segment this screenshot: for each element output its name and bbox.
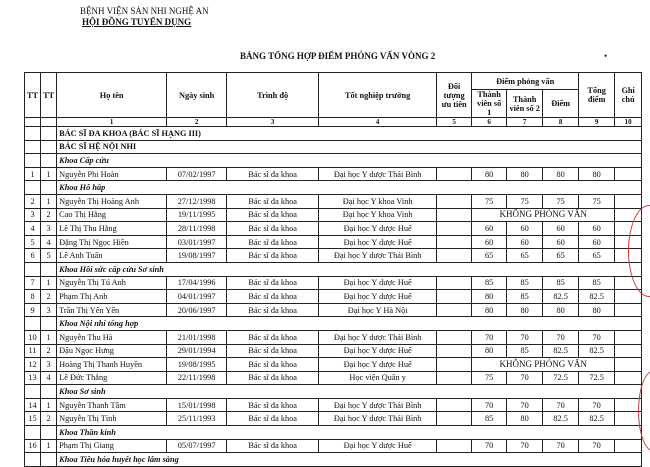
department-label: Khoa Cấp cứu <box>57 154 642 168</box>
row-sub-index: 2 <box>41 344 57 358</box>
organization-name: BỆNH VIỆN SẢN NHI NGHỆ AN <box>80 6 209 16</box>
member-1-score: 80 <box>472 167 507 181</box>
empty-cell <box>25 453 41 467</box>
member-1-score: 80 <box>472 303 507 317</box>
empty-cell <box>41 385 57 399</box>
empty-cell <box>25 426 41 440</box>
candidate-name: Nguyễn Thu Hà <box>57 330 167 344</box>
interview-score: 85 <box>543 276 579 290</box>
member-1-score: 70 <box>472 398 507 412</box>
qualification: Bác sĩ đa khoa <box>227 290 319 304</box>
qualification: Bác sĩ đa khoa <box>227 303 319 317</box>
qualification: Bác sĩ đa khoa <box>227 344 319 358</box>
interview-score: 72.5 <box>543 371 579 385</box>
graduated-school: Đại học Y dược Huế <box>319 235 437 249</box>
page-mark: • <box>604 51 608 61</box>
interview-score: 80 <box>543 167 579 181</box>
interview-score: 70 <box>543 398 579 412</box>
qualification: Bác sĩ đa khoa <box>227 167 319 181</box>
department-row <box>25 426 642 440</box>
priority-cell <box>437 303 472 317</box>
qualification: Bác sĩ đa khoa <box>227 412 319 426</box>
table-row <box>25 290 642 304</box>
note-cell <box>615 167 642 181</box>
member-1-score: 85 <box>472 412 507 426</box>
total-score: 70 <box>579 330 615 344</box>
column-number-row <box>25 118 642 127</box>
qualification: Bác sĩ đa khoa <box>227 276 319 290</box>
col-score: Điểm <box>543 90 579 118</box>
total-score: 70 <box>579 398 615 412</box>
table-row <box>25 208 642 222</box>
candidate-name: Nguyễn Thị Tú Anh <box>57 276 167 290</box>
priority-cell <box>437 344 472 358</box>
graduated-school: Đại học Y khoa Vinh <box>319 208 437 222</box>
graduated-school: Đại học Y dược Thái Bình <box>319 330 437 344</box>
score-table <box>24 72 642 467</box>
row-sub-index: 1 <box>41 194 57 208</box>
candidate-name: Nguyễn Thanh Tâm <box>57 398 167 412</box>
row-index: 16 <box>25 439 41 453</box>
group-row <box>25 127 642 141</box>
birth-date: 29/01/1994 <box>167 344 227 358</box>
birth-date: 27/12/1998 <box>167 194 227 208</box>
candidate-name: Lê Anh Tuấn <box>57 249 167 263</box>
row-sub-index: 2 <box>41 412 57 426</box>
absent-note: KHÔNG PHỎNG VẤN <box>472 208 615 222</box>
row-index: 11 <box>25 344 41 358</box>
priority-cell <box>437 194 472 208</box>
graduated-school: Đại học Y dược Huế <box>319 276 437 290</box>
department-label: Khoa Nội nhi tổng hợp <box>57 317 642 331</box>
department-row <box>25 453 642 467</box>
row-sub-index: 1 <box>41 439 57 453</box>
column-number: 1 <box>57 118 167 127</box>
graduated-school: Học viện Quân y <box>319 371 437 385</box>
member-1-score: 75 <box>472 371 507 385</box>
empty-cell <box>41 453 57 467</box>
graduated-school: Đại học Y dược Huế <box>319 439 437 453</box>
birth-date: 20/06/1997 <box>167 303 227 317</box>
table-row <box>25 398 642 412</box>
row-index: 1 <box>25 167 41 181</box>
priority-cell <box>437 276 472 290</box>
birth-date: 21/01/1998 <box>167 330 227 344</box>
group-label: BÁC SĨ HỆ NỘI NHI <box>57 140 642 154</box>
department-row <box>25 181 642 195</box>
candidate-name: Trần Thị Yến Yến <box>57 303 167 317</box>
graduated-school: Đại học Y khoa Vinh <box>319 194 437 208</box>
col-member-1: Thành viên số 1 <box>472 90 507 118</box>
table-row <box>25 439 642 453</box>
priority-cell <box>437 330 472 344</box>
member-2-score: 85 <box>507 290 543 304</box>
row-index: 13 <box>25 371 41 385</box>
qualification: Bác sĩ đa khoa <box>227 208 319 222</box>
member-1-score: 75 <box>472 194 507 208</box>
department-label: Khoa Sơ sinh <box>57 385 642 399</box>
candidate-name: Nguyễn Thị Hoàng Anh <box>57 194 167 208</box>
department-label: Khoa Thần kinh <box>57 426 642 440</box>
birth-date: 22/11/1998 <box>167 371 227 385</box>
row-index: 4 <box>25 222 41 236</box>
row-sub-index: 4 <box>41 235 57 249</box>
birth-date: 07/02/1997 <box>167 167 227 181</box>
qualification: Bác sĩ đa khoa <box>227 398 319 412</box>
table-row <box>25 167 642 181</box>
table-row <box>25 194 642 208</box>
member-2-score: 75 <box>507 194 543 208</box>
priority-cell <box>437 439 472 453</box>
member-2-score: 70 <box>507 330 543 344</box>
column-number: 2 <box>167 118 227 127</box>
total-score: 82.5 <box>579 412 615 426</box>
row-sub-index: 1 <box>41 276 57 290</box>
group-row <box>25 140 642 154</box>
birth-date: 28/11/1998 <box>167 222 227 236</box>
row-index: 14 <box>25 398 41 412</box>
absent-note: KHÔNG PHỎNG VẤN <box>472 358 615 372</box>
interview-score: 82.5 <box>543 290 579 304</box>
row-index: 7 <box>25 276 41 290</box>
member-2-score: 70 <box>507 371 543 385</box>
priority-cell <box>437 398 472 412</box>
member-1-score: 60 <box>472 222 507 236</box>
note-cell <box>615 194 642 208</box>
col-dob: Ngày sinh <box>167 73 227 118</box>
birth-date: 05/07/1997 <box>167 439 227 453</box>
department-label: Khoa Hồi sức cấp cứu Sơ sinh <box>57 262 642 276</box>
group-label: BÁC SĨ ĐA KHOA (BÁC SĨ HẠNG III) <box>57 127 642 141</box>
member-2-score: 60 <box>507 235 543 249</box>
priority-cell <box>437 222 472 236</box>
interview-score: 70 <box>543 330 579 344</box>
graduated-school: Đại học Y dược Thái Bình <box>319 412 437 426</box>
col-name: Họ tên <box>57 73 167 118</box>
table-row <box>25 222 642 236</box>
empty-cell <box>25 262 41 276</box>
total-score: 80 <box>579 303 615 317</box>
graduated-school: Đại học Y dược Huế <box>319 290 437 304</box>
priority-cell <box>437 358 472 372</box>
qualification: Bác sĩ đa khoa <box>227 439 319 453</box>
candidate-name: Cao Thị Hằng <box>57 208 167 222</box>
empty-cell <box>41 140 57 154</box>
note-cell <box>615 439 642 453</box>
note-cell <box>615 344 642 358</box>
graduated-school: Đại học Y dược Huế <box>319 344 437 358</box>
qualification: Bác sĩ đa khoa <box>227 194 319 208</box>
member-2-score: 80 <box>507 303 543 317</box>
graduated-school: Đại học Y dược Thái Bình <box>319 398 437 412</box>
candidate-name: Lê Thị Thu Hằng <box>57 222 167 236</box>
document-title: BẢNG TỔNG HỢP ĐIỂM PHỎNG VẤN VÒNG 2 <box>240 51 436 61</box>
table-row <box>25 371 642 385</box>
total-score: 82.5 <box>579 344 615 358</box>
graduated-school: Đại học Y dược Huế <box>319 358 437 372</box>
total-score: 70 <box>579 439 615 453</box>
row-sub-index: 5 <box>41 249 57 263</box>
column-number: 7 <box>507 118 543 127</box>
interview-score: 70 <box>543 439 579 453</box>
member-2-score: 85 <box>507 344 543 358</box>
table-row <box>25 358 642 372</box>
birth-date: 15/01/1998 <box>167 398 227 412</box>
note-cell <box>615 330 642 344</box>
col-total: Tổng điểm <box>579 73 615 118</box>
note-cell <box>615 371 642 385</box>
department-row <box>25 154 642 168</box>
total-score: 60 <box>579 235 615 249</box>
empty-cell <box>41 154 57 168</box>
column-number: 3 <box>227 118 319 127</box>
total-score: 65 <box>579 249 615 263</box>
birth-date: 17/04/1996 <box>167 276 227 290</box>
candidate-name: Đặng Thị Ngọc Hiền <box>57 235 167 249</box>
row-index: 15 <box>25 412 41 426</box>
row-index: 10 <box>25 330 41 344</box>
candidate-name: Nguyễn Phi Hoàn <box>57 167 167 181</box>
interview-score: 80 <box>543 303 579 317</box>
qualification: Bác sĩ đa khoa <box>227 249 319 263</box>
note-cell <box>615 290 642 304</box>
col-tt-sub: TT <box>41 73 57 118</box>
birth-date: 19/11/1995 <box>167 208 227 222</box>
qualification: Bác sĩ đa khoa <box>227 330 319 344</box>
member-1-score: 85 <box>472 276 507 290</box>
priority-cell <box>437 371 472 385</box>
graduated-school: Đại học Y dược Huế <box>319 222 437 236</box>
candidate-name: Nguyễn Thị Tình <box>57 412 167 426</box>
qualification: Bác sĩ đa khoa <box>227 358 319 372</box>
row-sub-index: 3 <box>41 303 57 317</box>
interview-score: 60 <box>543 235 579 249</box>
total-score: 85 <box>579 276 615 290</box>
note-cell <box>615 303 642 317</box>
member-2-score: 80 <box>507 412 543 426</box>
row-index: 2 <box>25 194 41 208</box>
note-cell <box>615 358 642 372</box>
member-1-score: 80 <box>472 344 507 358</box>
row-index: 8 <box>25 290 41 304</box>
row-index: 9 <box>25 303 41 317</box>
member-2-score: 70 <box>507 439 543 453</box>
column-number: 8 <box>543 118 579 127</box>
column-number: 9 <box>579 118 615 127</box>
table-row <box>25 412 642 426</box>
member-1-score: 60 <box>472 235 507 249</box>
priority-cell <box>437 208 472 222</box>
row-sub-index: 2 <box>41 290 57 304</box>
interview-score: 82.5 <box>543 412 579 426</box>
row-index: 6 <box>25 249 41 263</box>
birth-date: 19/08/1995 <box>167 358 227 372</box>
empty-cell <box>25 127 41 141</box>
birth-date: 04/01/1997 <box>167 290 227 304</box>
birth-date: 03/01/1997 <box>167 235 227 249</box>
col-priority: Đối tượng ưu tiên <box>437 73 472 118</box>
member-1-score: 65 <box>472 249 507 263</box>
member-2-score: 70 <box>507 398 543 412</box>
col-interview: Điểm phỏng vấn <box>472 73 579 90</box>
candidate-name: Phạm Thị Giang <box>57 439 167 453</box>
member-2-score: 65 <box>507 249 543 263</box>
row-sub-index: 1 <box>41 167 57 181</box>
interview-score: 60 <box>543 222 579 236</box>
total-score: 75 <box>579 194 615 208</box>
interview-score: 82.5 <box>543 344 579 358</box>
column-number: 6 <box>472 118 507 127</box>
candidate-name: Phạm Thị Anh <box>57 290 167 304</box>
graduated-school: Đại học Y dược Thái Bình <box>319 249 437 263</box>
graduated-school: Đại học Y Hà Nội <box>319 303 437 317</box>
row-sub-index: 3 <box>41 358 57 372</box>
department-row <box>25 262 642 276</box>
candidate-name: Hoàng Thị Thanh Huyền <box>57 358 167 372</box>
col-level: Trình độ <box>227 73 319 118</box>
candidate-name: Đậu Ngọc Hưng <box>57 344 167 358</box>
row-sub-index: 4 <box>41 371 57 385</box>
department-row <box>25 385 642 399</box>
member-2-score: 80 <box>507 167 543 181</box>
empty-cell <box>25 154 41 168</box>
column-number: 10 <box>615 118 642 127</box>
qualification: Bác sĩ đa khoa <box>227 222 319 236</box>
row-sub-index: 1 <box>41 330 57 344</box>
table-row <box>25 249 642 263</box>
empty-cell <box>41 181 57 195</box>
department-label: Khoa Hô hấp <box>57 181 642 195</box>
priority-cell <box>437 167 472 181</box>
table-row <box>25 235 642 249</box>
qualification: Bác sĩ đa khoa <box>227 235 319 249</box>
col-tt: TT <box>25 73 41 118</box>
total-score: 72.5 <box>579 371 615 385</box>
department-label: Khoa Tiêu hóa huyết học lâm sàng <box>57 453 642 467</box>
interview-score: 75 <box>543 194 579 208</box>
department-row <box>25 317 642 331</box>
total-score: 60 <box>579 222 615 236</box>
col-school: Tốt nghiệp trường <box>319 73 437 118</box>
empty-cell <box>41 317 57 331</box>
row-index: 3 <box>25 208 41 222</box>
row-index: 5 <box>25 235 41 249</box>
row-sub-index: 2 <box>41 208 57 222</box>
empty-cell <box>25 317 41 331</box>
col-note: Ghi chú <box>615 73 642 118</box>
member-2-score: 85 <box>507 276 543 290</box>
empty-cell <box>41 127 57 141</box>
member-1-score: 80 <box>472 290 507 304</box>
row-sub-index: 3 <box>41 222 57 236</box>
member-2-score: 60 <box>507 222 543 236</box>
graduated-school: Đại học Y dược Thái Bình <box>319 167 437 181</box>
row-index: 12 <box>25 358 41 372</box>
empty-cell <box>25 181 41 195</box>
candidate-name: Lê Đức Thắng <box>57 371 167 385</box>
column-number: 5 <box>437 118 472 127</box>
table-row <box>25 344 642 358</box>
birth-date: 19/08/1997 <box>167 249 227 263</box>
table-row <box>25 330 642 344</box>
column-number: 4 <box>319 118 437 127</box>
priority-cell <box>437 412 472 426</box>
birth-date: 25/11/1993 <box>167 412 227 426</box>
priority-cell <box>437 249 472 263</box>
empty-cell <box>41 426 57 440</box>
interview-score: 65 <box>543 249 579 263</box>
priority-cell <box>437 235 472 249</box>
col-member-2: Thành viên số 2 <box>507 90 543 118</box>
row-sub-index: 1 <box>41 398 57 412</box>
empty-cell <box>25 140 41 154</box>
total-score: 82.5 <box>579 290 615 304</box>
qualification: Bác sĩ đa khoa <box>227 371 319 385</box>
total-score: 80 <box>579 167 615 181</box>
member-1-score: 70 <box>472 330 507 344</box>
member-1-score: 70 <box>472 439 507 453</box>
table-row <box>25 303 642 317</box>
council-name: HỘI ĐỒNG TUYỂN DỤNG <box>82 17 192 27</box>
empty-cell <box>25 385 41 399</box>
table-row <box>25 276 642 290</box>
empty-cell <box>41 262 57 276</box>
priority-cell <box>437 290 472 304</box>
